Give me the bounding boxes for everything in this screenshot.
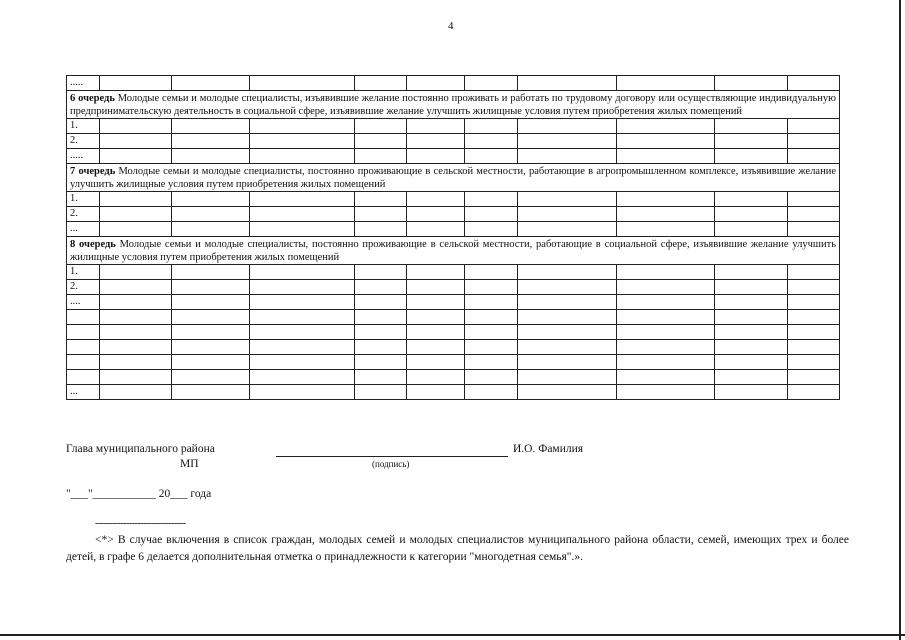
table-cell	[617, 385, 715, 400]
table-cell	[788, 207, 840, 222]
signature-head-label: Глава муниципального района	[66, 443, 215, 455]
table-cell	[715, 385, 788, 400]
row-number-cell: 2.	[67, 207, 100, 222]
table-cell	[617, 325, 715, 340]
table-cell	[617, 119, 715, 134]
table-row	[67, 207, 840, 222]
table-cell	[617, 149, 715, 164]
table-cell	[715, 265, 788, 280]
table-cell	[355, 134, 407, 149]
page-edge-bottom	[0, 634, 905, 636]
table-cell	[172, 76, 250, 91]
table-cell	[100, 340, 172, 355]
table-cell	[518, 192, 617, 207]
table-cell	[250, 222, 355, 237]
table-cell	[172, 119, 250, 134]
table-cell	[465, 325, 518, 340]
group-label: 6 очередь	[70, 93, 115, 104]
table-cell	[617, 265, 715, 280]
table-cell	[715, 340, 788, 355]
table-cell	[788, 385, 840, 400]
table-cell	[355, 192, 407, 207]
table-cell	[100, 76, 172, 91]
table-cell	[715, 192, 788, 207]
table-row	[67, 355, 840, 370]
table-cell	[172, 134, 250, 149]
table-cell	[715, 280, 788, 295]
table-cell	[465, 134, 518, 149]
table-row	[67, 295, 840, 310]
page-number: 4	[448, 20, 454, 32]
table-cell	[100, 149, 172, 164]
table-cell	[407, 192, 465, 207]
registry-table	[66, 75, 840, 400]
footnote-separator: --------------------------------	[95, 518, 186, 529]
table-cell	[100, 119, 172, 134]
table-cell	[407, 280, 465, 295]
table-cell	[355, 222, 407, 237]
table-cell	[100, 265, 172, 280]
table-cell	[465, 207, 518, 222]
table-cell	[715, 370, 788, 385]
table-row	[67, 222, 840, 237]
table-cell	[518, 370, 617, 385]
table-cell	[172, 265, 250, 280]
table-cell	[518, 119, 617, 134]
table-cell	[715, 310, 788, 325]
table-cell	[172, 355, 250, 370]
table-cell	[617, 295, 715, 310]
table-cell	[407, 207, 465, 222]
table-cell	[788, 295, 840, 310]
row-number-cell	[67, 355, 100, 370]
table-row	[67, 265, 840, 280]
row-number-cell	[67, 325, 100, 340]
table-cell	[715, 207, 788, 222]
table-cell	[788, 370, 840, 385]
table-cell	[172, 340, 250, 355]
table-cell	[172, 325, 250, 340]
table-cell	[788, 192, 840, 207]
table-row	[67, 119, 840, 134]
row-number-cell	[67, 310, 100, 325]
table-cell	[172, 207, 250, 222]
table-cell	[355, 119, 407, 134]
group-header-cell	[67, 237, 840, 265]
group-label: 8 очередь	[70, 239, 116, 250]
table-cell	[788, 310, 840, 325]
table-cell	[100, 325, 172, 340]
table-cell	[355, 370, 407, 385]
table-cell	[100, 134, 172, 149]
table-cell	[100, 385, 172, 400]
table-cell	[715, 295, 788, 310]
table-cell	[715, 76, 788, 91]
group-description: Молодые семьи и молодые специалисты, постоянно проживающие в сельской местности, работающие в социальной сфере, изъявившие желание улучшить жилищные условия путем приобретения жилых помещений	[70, 239, 836, 263]
table-cell	[250, 310, 355, 325]
table-cell	[518, 222, 617, 237]
table-cell	[788, 222, 840, 237]
table-cell	[250, 119, 355, 134]
table-cell	[788, 280, 840, 295]
group-header-cell	[67, 91, 840, 119]
table-cell	[617, 370, 715, 385]
table-cell	[250, 149, 355, 164]
table-cell	[788, 340, 840, 355]
table-cell	[617, 192, 715, 207]
group-description: Молодые семьи и молодые специалисты, изъявившие желание постоянно проживать и работать по трудовому договору или осуществляющие индивидуальную предпринимательскую деятельность в социальной сфере, изъявившие желание улучшить жилищные условия путем приобретения жилых помещений	[70, 93, 836, 117]
table-cell	[250, 76, 355, 91]
table-cell	[617, 207, 715, 222]
table-cell	[518, 295, 617, 310]
signature-name: И.О. Фамилия	[513, 443, 584, 455]
row-number-cell	[67, 370, 100, 385]
group-label: 7 очередь	[70, 166, 116, 177]
table-row	[67, 310, 840, 325]
row-number-cell: ...	[67, 385, 100, 400]
table-cell	[407, 149, 465, 164]
row-number-cell: 1.	[67, 265, 100, 280]
table-cell	[518, 280, 617, 295]
table-cell	[788, 149, 840, 164]
table-row	[67, 192, 840, 207]
table-cell	[715, 355, 788, 370]
table-cell	[465, 355, 518, 370]
table-cell	[355, 385, 407, 400]
table-cell	[518, 340, 617, 355]
table-cell	[100, 370, 172, 385]
table-cell	[250, 370, 355, 385]
stamp-label: МП	[180, 458, 199, 470]
table-cell	[355, 280, 407, 295]
table-cell	[407, 76, 465, 91]
footnote-text: <*> В случае включения в список граждан, молодых семей и молодых специалистов муниципального района области, семей, имеющих трех и более детей, в графе 6 делается дополнительная отметка о принадлежности к категории "многодетная семья".».	[66, 534, 849, 563]
table-cell	[788, 134, 840, 149]
table-row	[67, 149, 840, 164]
signature-line	[276, 456, 508, 457]
table-cell	[407, 119, 465, 134]
table-cell	[465, 265, 518, 280]
table-cell	[355, 310, 407, 325]
table-cell	[100, 222, 172, 237]
table-cell	[250, 295, 355, 310]
table-cell	[617, 355, 715, 370]
table-cell	[465, 370, 518, 385]
table-cell	[250, 325, 355, 340]
table-cell	[617, 76, 715, 91]
table-cell	[518, 149, 617, 164]
table-cell	[355, 207, 407, 222]
table-cell	[407, 355, 465, 370]
table-cell	[100, 310, 172, 325]
table-cell	[407, 265, 465, 280]
table-cell	[788, 76, 840, 91]
row-number-cell: 1.	[67, 119, 100, 134]
table-cell	[465, 76, 518, 91]
row-number-cell: .....	[67, 149, 100, 164]
table-cell	[355, 76, 407, 91]
row-number-cell: 2.	[67, 280, 100, 295]
table-cell	[172, 192, 250, 207]
table-cell	[715, 222, 788, 237]
table-cell	[250, 385, 355, 400]
table-cell	[518, 355, 617, 370]
table-cell	[172, 280, 250, 295]
row-number-cell	[67, 340, 100, 355]
table-cell	[355, 295, 407, 310]
row-number-cell: .....	[67, 76, 100, 91]
group-header-row	[67, 91, 840, 119]
table-cell	[518, 76, 617, 91]
group-description: Молодые семьи и молодые специалисты, постоянно проживающие в сельской местности, работающие в агропромышленном комплексе, изъявившие желание улучшить жилищные условия путем приобретения жилых помещений	[70, 166, 836, 190]
table-cell	[355, 325, 407, 340]
table-cell	[250, 280, 355, 295]
row-number-cell: 1.	[67, 192, 100, 207]
table-cell	[407, 134, 465, 149]
table-cell	[617, 134, 715, 149]
table-cell	[172, 310, 250, 325]
table-cell	[407, 385, 465, 400]
table-cell	[715, 149, 788, 164]
table-cell	[172, 295, 250, 310]
table-cell	[465, 310, 518, 325]
table-cell	[355, 355, 407, 370]
table-cell	[172, 222, 250, 237]
date-line: "___"___________ 20___ года	[66, 488, 212, 500]
table-cell	[250, 134, 355, 149]
group-header-row	[67, 164, 840, 192]
signature-caption: (подпись)	[372, 459, 410, 469]
table-cell	[407, 222, 465, 237]
table-cell	[518, 310, 617, 325]
table-cell	[518, 325, 617, 340]
table-cell	[100, 280, 172, 295]
table-cell	[518, 265, 617, 280]
row-number-cell: ...	[67, 222, 100, 237]
table-row	[67, 134, 840, 149]
table-row	[67, 340, 840, 355]
row-number-cell: ....	[67, 295, 100, 310]
table-cell	[518, 134, 617, 149]
table-cell	[250, 355, 355, 370]
table-cell	[465, 295, 518, 310]
table-cell	[617, 340, 715, 355]
table-cell	[465, 119, 518, 134]
table-cell	[617, 280, 715, 295]
table-cell	[100, 207, 172, 222]
table-row	[67, 76, 840, 91]
table-cell	[465, 192, 518, 207]
table-cell	[250, 265, 355, 280]
registry-table-body	[67, 76, 840, 400]
table-cell	[465, 280, 518, 295]
table-cell	[788, 119, 840, 134]
table-cell	[617, 222, 715, 237]
table-row	[67, 280, 840, 295]
table-cell	[355, 265, 407, 280]
table-cell	[172, 370, 250, 385]
table-cell	[250, 207, 355, 222]
group-header-cell	[67, 164, 840, 192]
table-cell	[407, 295, 465, 310]
table-cell	[100, 192, 172, 207]
table-cell	[172, 149, 250, 164]
table-cell	[465, 385, 518, 400]
table-cell	[407, 370, 465, 385]
table-cell	[465, 149, 518, 164]
table-cell	[355, 149, 407, 164]
table-cell	[788, 265, 840, 280]
table-cell	[355, 340, 407, 355]
table-cell	[407, 325, 465, 340]
table-row	[67, 385, 840, 400]
table-cell	[100, 355, 172, 370]
table-cell	[100, 295, 172, 310]
table-cell	[715, 119, 788, 134]
table-cell	[465, 340, 518, 355]
table-row	[67, 325, 840, 340]
page-edge-right	[899, 0, 901, 640]
table-cell	[518, 385, 617, 400]
table-cell	[617, 310, 715, 325]
table-cell	[407, 340, 465, 355]
table-cell	[172, 385, 250, 400]
table-cell	[715, 325, 788, 340]
table-cell	[788, 355, 840, 370]
table-cell	[250, 340, 355, 355]
table-cell	[518, 207, 617, 222]
row-number-cell: 2.	[67, 134, 100, 149]
table-cell	[715, 134, 788, 149]
table-cell	[465, 222, 518, 237]
table-cell	[407, 310, 465, 325]
table-cell	[788, 325, 840, 340]
table-cell	[250, 192, 355, 207]
table-row	[67, 370, 840, 385]
group-header-row	[67, 237, 840, 265]
